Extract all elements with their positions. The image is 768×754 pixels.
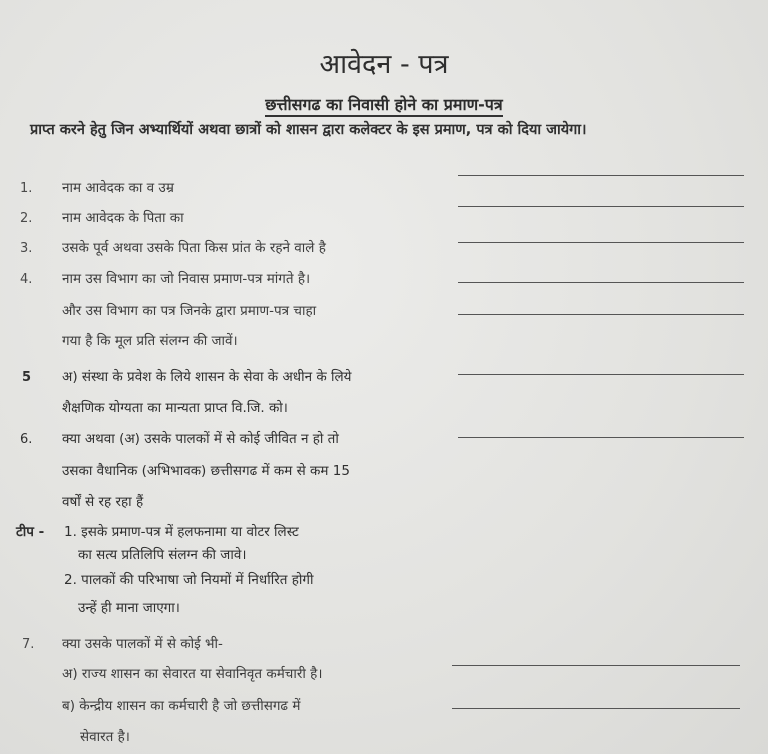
item-5-number: 5 bbox=[22, 370, 32, 385]
item-7-option-a: अ) राज्य शासन का सेवारत या सेवानिवृत कर्मचारी है। bbox=[62, 666, 323, 682]
item-4-label-line2: और उस विभाग का पत्र जिनके द्वारा प्रमाण-पत्र चाहा bbox=[62, 303, 317, 319]
item-6-number: 6. bbox=[20, 432, 33, 447]
item-2-number: 2. bbox=[20, 211, 33, 226]
item-7-option-b-cont: सेवारत है। bbox=[80, 729, 130, 745]
item-6-blank-line bbox=[458, 437, 744, 438]
item-1-label: नाम आवेदक का व उम्र bbox=[62, 180, 174, 196]
item-4-label-line1: नाम उस विभाग का जो निवास प्रमाण-पत्र मांगते है। bbox=[62, 271, 311, 287]
item-6-label-line1: क्या अथवा (अ) उसके पालकों में से कोई जीवित न हो तो bbox=[62, 431, 339, 447]
item-7-b-blank-line bbox=[452, 708, 740, 709]
item-6-label-line3: वर्षों से रह रहा हैं bbox=[62, 494, 144, 510]
item-2-label: नाम आवेदक के पिता का bbox=[62, 210, 184, 226]
item-3-number: 3. bbox=[20, 241, 33, 256]
note-point-1-cont: का सत्य प्रतिलिपि संलग्न की जावे। bbox=[78, 547, 247, 563]
item-4-number: 4. bbox=[20, 272, 33, 287]
note-point-2: 2. पालकों की परिभाषा जो नियमों में निर्धारित होगी bbox=[64, 572, 314, 588]
item-5-blank-line bbox=[458, 374, 744, 375]
item-2-blank-line bbox=[458, 206, 744, 207]
item-4-blank-line-1 bbox=[458, 282, 744, 283]
item-1-blank-line bbox=[458, 175, 744, 176]
item-7-label: क्या उसके पालकों में से कोई भी- bbox=[62, 636, 223, 652]
item-4-blank-line-2 bbox=[458, 314, 744, 315]
item-6-label-line2: उसका वैधानिक (अभिभावक) छत्तीसगढ में कम से कम 15 bbox=[62, 463, 350, 479]
form-subtitle-text: छत्तीसगढ का निवासी होने का प्रमाण-पत्र bbox=[265, 95, 502, 117]
form-title: आवेदन - पत्र bbox=[319, 49, 449, 80]
item-4-label-line3: गया है कि मूल प्रति संलग्न की जावें। bbox=[62, 333, 238, 349]
note-point-1: 1. इसके प्रमाण-पत्र में हलफनामा या वोटर लिस्ट bbox=[64, 524, 299, 540]
item-5-label-line2: शैक्षणिक योग्यता का मान्यता प्राप्त वि.जि. को। bbox=[62, 400, 288, 416]
item-7-number: 7. bbox=[22, 637, 35, 652]
item-7-option-b: ब) केन्द्रीय शासन का कर्मचारी है जो छत्तीसगढ में bbox=[62, 698, 301, 714]
note-point-2-cont: उन्हें ही माना जाएगा। bbox=[78, 600, 180, 616]
item-7-a-blank-line bbox=[452, 665, 740, 666]
form-intro: प्राप्त करने हेतु जिन अभ्यार्थियों अथवा छात्रों को शासन द्वारा कलेक्टर के इस प्रमाण, पत्र को दिया जायेगा। bbox=[30, 122, 587, 138]
item-3-label: उसके पूर्व अथवा उसके पिता किस प्रांत के रहने वाले है bbox=[62, 240, 326, 256]
note-label: टीप - bbox=[16, 524, 45, 540]
item-1-number: 1. bbox=[20, 181, 33, 196]
item-3-blank-line bbox=[458, 242, 744, 243]
form-subtitle bbox=[0, 93, 768, 115]
item-5-label-line1: अ) संस्था के प्रवेश के लिये शासन के सेवा के अधीन के लिये bbox=[62, 369, 352, 385]
